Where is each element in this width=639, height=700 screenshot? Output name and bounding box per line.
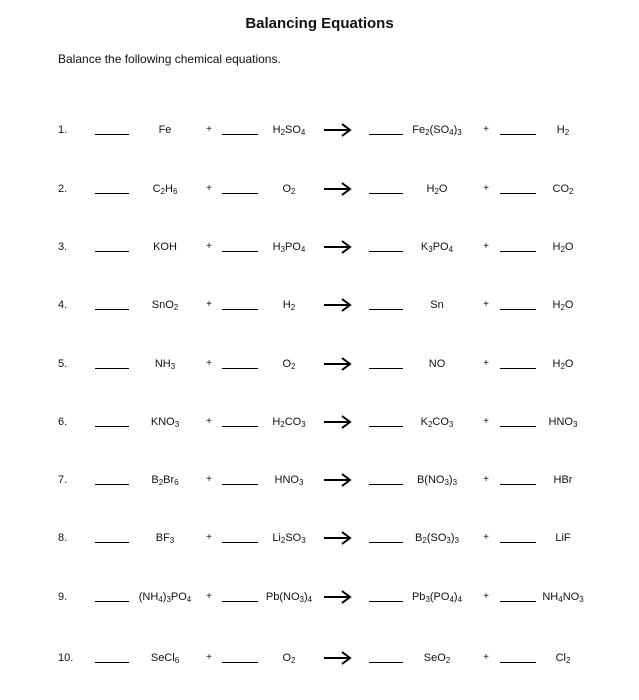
coefficient-blank[interactable] xyxy=(222,662,258,663)
plus-sign: + xyxy=(206,591,212,602)
equation-number: 6. xyxy=(58,416,68,428)
reactant-formula: $O_2$ xyxy=(282,358,296,371)
coefficient-blank[interactable] xyxy=(95,542,129,543)
coefficient-blank[interactable] xyxy=(369,426,403,427)
reactant-formula: SnO$_2$ xyxy=(151,299,179,312)
reactant-formula: $Pb(NO_3)_4$ xyxy=(265,591,313,604)
equation-number: 4. xyxy=(58,299,68,311)
right-arrow-icon xyxy=(323,529,353,547)
coefficient-blank[interactable] xyxy=(222,426,258,427)
reactant-formula: $C_2H_6$ xyxy=(152,183,178,196)
coefficient-blank[interactable] xyxy=(500,368,536,369)
reactant-formula: $H_2SO_4$ xyxy=(272,124,306,137)
coefficient-blank[interactable] xyxy=(95,368,129,369)
right-arrow-icon xyxy=(323,296,353,314)
equation-row xyxy=(0,412,639,432)
plus-sign: + xyxy=(206,532,212,543)
reactant-formula: $H_3PO_4$ xyxy=(272,241,306,254)
plus-sign: + xyxy=(483,474,489,485)
page-title: Balancing Equations xyxy=(245,15,394,32)
reactant-formula: $Li_2SO_3$ xyxy=(272,532,306,545)
product-formula: NO xyxy=(428,358,446,370)
reactant-formula: SeCl$_6$ xyxy=(150,652,180,665)
plus-sign: + xyxy=(483,532,489,543)
product-formula: $H_2O$ xyxy=(552,358,574,371)
equation-number: 3. xyxy=(58,241,68,253)
coefficient-blank[interactable] xyxy=(369,368,403,369)
coefficient-blank[interactable] xyxy=(369,193,403,194)
coefficient-blank[interactable] xyxy=(222,542,258,543)
right-arrow-icon xyxy=(323,238,353,256)
right-arrow-icon xyxy=(323,121,353,139)
coefficient-blank[interactable] xyxy=(369,601,403,602)
coefficient-blank[interactable] xyxy=(369,251,403,252)
plus-sign: + xyxy=(206,652,212,663)
right-arrow-icon xyxy=(323,471,353,489)
coefficient-blank[interactable] xyxy=(369,662,403,663)
plus-sign: + xyxy=(483,358,489,369)
reactant-formula: $BF_3$ xyxy=(155,532,175,545)
plus-sign: + xyxy=(206,416,212,427)
coefficient-blank[interactable] xyxy=(95,426,129,427)
product-formula: Sn xyxy=(430,299,444,311)
product-formula: $K_3PO_4$ xyxy=(420,241,454,254)
plus-sign: + xyxy=(206,241,212,252)
product-formula: $Cl_2$ xyxy=(555,652,571,665)
equation-number: 5. xyxy=(58,358,68,370)
coefficient-blank[interactable] xyxy=(500,662,536,663)
instructions: Balance the following chemical equations. xyxy=(58,52,281,66)
right-arrow-icon xyxy=(323,649,353,667)
coefficient-blank[interactable] xyxy=(500,484,536,485)
equation-row xyxy=(0,470,639,490)
equation-number: 10. xyxy=(58,652,74,664)
coefficient-blank[interactable] xyxy=(95,484,129,485)
equation-number: 7. xyxy=(58,474,68,486)
reactant-formula: $B_2Br_6$ xyxy=(151,474,179,487)
coefficient-blank[interactable] xyxy=(222,309,258,310)
product-formula: $HNO_3$ xyxy=(548,416,578,429)
reactant-formula: KOH xyxy=(153,241,177,253)
coefficient-blank[interactable] xyxy=(95,134,129,135)
reactant-formula: $(NH_4)_3PO_4$ xyxy=(138,591,192,604)
reactant-formula: $H_2CO_3$ xyxy=(272,416,306,429)
plus-sign: + xyxy=(483,416,489,427)
equation-row xyxy=(0,179,639,199)
product-formula: $Pb_3(PO_4)_4$ xyxy=(411,591,463,604)
plus-sign: + xyxy=(206,183,212,194)
equation-number: 9. xyxy=(58,591,68,603)
right-arrow-icon xyxy=(323,588,353,606)
right-arrow-icon xyxy=(323,413,353,431)
equation-number: 1. xyxy=(58,124,68,136)
plus-sign: + xyxy=(206,358,212,369)
coefficient-blank[interactable] xyxy=(369,484,403,485)
product-formula: HBr xyxy=(553,474,573,486)
coefficient-blank[interactable] xyxy=(500,193,536,194)
reactant-formula: $HNO_3$ xyxy=(274,474,304,487)
equation-number: 8. xyxy=(58,532,68,544)
coefficient-blank[interactable] xyxy=(95,662,129,663)
equation-row xyxy=(0,587,639,607)
product-formula: $NH_4NO_3$ xyxy=(542,591,584,604)
reactant-formula: $O_2$ xyxy=(282,652,296,665)
product-formula: $H_2$ xyxy=(556,124,570,137)
reactant-formula: $O_2$ xyxy=(282,183,296,196)
plus-sign: + xyxy=(483,183,489,194)
product-formula: $H_2O$ xyxy=(552,241,574,254)
coefficient-blank[interactable] xyxy=(500,251,536,252)
coefficient-blank[interactable] xyxy=(222,484,258,485)
plus-sign: + xyxy=(206,124,212,135)
product-formula: $B(NO_3)_3$ xyxy=(416,474,458,487)
coefficient-blank[interactable] xyxy=(222,193,258,194)
equation-row xyxy=(0,237,639,257)
equation-row xyxy=(0,648,639,668)
equation-number: 2. xyxy=(58,183,68,195)
reactant-formula: $KNO_3$ xyxy=(150,416,180,429)
coefficient-blank[interactable] xyxy=(95,309,129,310)
reactant-formula: $NH_3$ xyxy=(154,358,176,371)
coefficient-blank[interactable] xyxy=(222,251,258,252)
right-arrow-icon xyxy=(323,180,353,198)
coefficient-blank[interactable] xyxy=(500,426,536,427)
product-formula: $K_2CO_3$ xyxy=(420,416,454,429)
coefficient-blank[interactable] xyxy=(222,601,258,602)
plus-sign: + xyxy=(483,591,489,602)
right-arrow-icon xyxy=(323,355,353,373)
plus-sign: + xyxy=(483,124,489,135)
equation-row xyxy=(0,354,639,374)
equation-row xyxy=(0,120,639,140)
coefficient-blank[interactable] xyxy=(500,309,536,310)
coefficient-blank[interactable] xyxy=(95,193,129,194)
coefficient-blank[interactable] xyxy=(500,134,536,135)
coefficient-blank[interactable] xyxy=(369,309,403,310)
plus-sign: + xyxy=(483,241,489,252)
coefficient-blank[interactable] xyxy=(95,601,129,602)
reactant-formula: $H_2$ xyxy=(282,299,296,312)
product-formula: $B_2(SO_3)_3$ xyxy=(415,532,459,545)
product-formula: SeO$_2$ xyxy=(423,652,451,665)
reactant-formula: Fe xyxy=(158,124,172,136)
coefficient-blank[interactable] xyxy=(369,134,403,135)
product-formula: $CO_2$ xyxy=(552,183,574,196)
product-formula: LiF xyxy=(555,532,571,544)
coefficient-blank[interactable] xyxy=(369,542,403,543)
plus-sign: + xyxy=(483,299,489,310)
plus-sign: + xyxy=(206,474,212,485)
plus-sign: + xyxy=(206,299,212,310)
product-formula: $H_2O$ xyxy=(426,183,448,196)
coefficient-blank[interactable] xyxy=(222,134,258,135)
equation-row xyxy=(0,295,639,315)
plus-sign: + xyxy=(483,652,489,663)
coefficient-blank[interactable] xyxy=(500,542,536,543)
coefficient-blank[interactable] xyxy=(95,251,129,252)
product-formula: $H_2O$ xyxy=(552,299,574,312)
equation-row xyxy=(0,528,639,548)
product-formula: $Fe_2(SO_4)_3$ xyxy=(412,124,462,137)
coefficient-blank[interactable] xyxy=(500,601,536,602)
coefficient-blank[interactable] xyxy=(222,368,258,369)
